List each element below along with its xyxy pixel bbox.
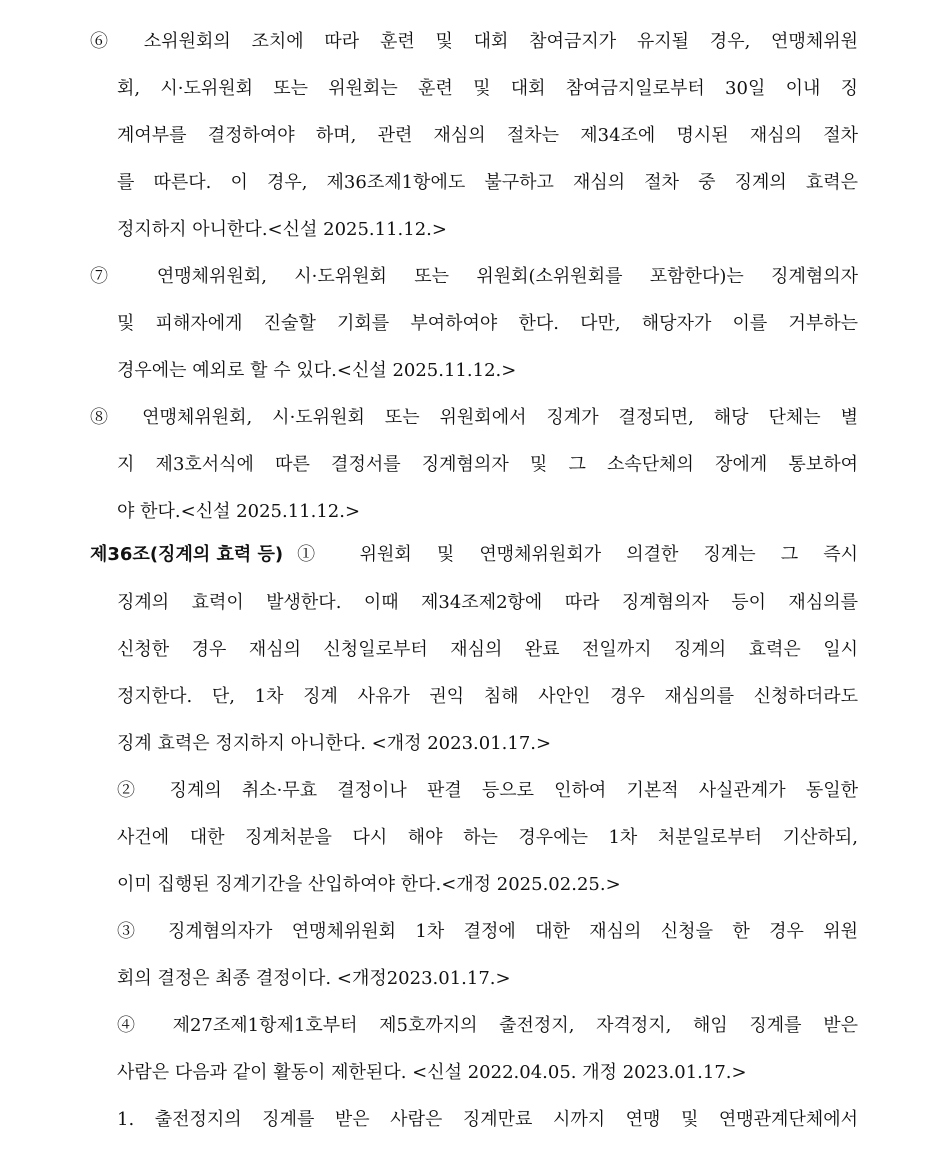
article-36-clause-1-line-3: 신청한 경우 재심의 신청일로부터 재심의 완료 전일까지 징계의 효력은 일시 — [117, 639, 858, 660]
clause-36-2-line-1: ② 징계의 취소·무효 결정이나 판결 등으로 인하여 기본적 사실관계가 동일한 — [117, 780, 858, 801]
clause-7-line-1: ⑦ 연맹체위원회, 시·도위원회 또는 위원회(소위원회를 포함한다)는 징계혐의자 — [90, 266, 858, 287]
clause-8-line-1: ⑧ 연맹체위원회, 시·도위원회 또는 위원회에서 징계가 결정되면, 해당 단체는 별 — [90, 407, 858, 428]
article-36-clause-1-line-4: 정지한다. 단, 1차 징계 사유가 권익 침해 사안인 경우 재심의를 신청하더라도 — [117, 686, 858, 707]
article-36-clause-1-first: ① 위원회 및 연맹체위원회가 의결한 징계는 그 즉시 — [297, 544, 858, 565]
clause-6-line-2: 회, 시·도위원회 또는 위원회는 훈련 및 대회 참여금지일로부터 30일 이내 징 — [117, 78, 858, 99]
item-36-4-1-line-1: 1. 출전정지의 징계를 받은 사람은 징계만료 시까지 연맹 및 연맹관계단체에서 — [117, 1109, 858, 1130]
clause-36-2-line-3: 이미 집행된 징계기간을 산입하여야 한다.<개정 2025.02.25.> — [117, 874, 621, 895]
clause-6-line-1: ⑥ 소위원회의 조치에 따라 훈련 및 대회 참여금지가 유지될 경우, 연맹체위원 — [90, 31, 858, 52]
clause-6-line-4: 를 따른다. 이 경우, 제36조제1항에도 불구하고 재심의 절차 중 징계의 효력은 — [117, 172, 858, 193]
clause-36-4-line-1: ④ 제27조제1항제1호부터 제5호까지의 출전정지, 자격정지, 해임 징계를 받은 — [117, 1015, 858, 1036]
clause-7-line-3: 경우에는 예외로 할 수 있다.<신설 2025.11.12.> — [117, 360, 517, 381]
clause-36-2-line-2: 사건에 대한 징계처분을 다시 해야 하는 경우에는 1차 처분일로부터 기산하되, — [117, 827, 858, 848]
clause-6-line-5: 정지하지 아니한다.<신설 2025.11.12.> — [117, 219, 447, 240]
clause-8-line-2: 지 제3호서식에 따른 결정서를 징계혐의자 및 그 소속단체의 장에게 통보하여 — [117, 454, 858, 475]
clause-7-line-2: 및 피해자에게 진술할 기회를 부여하여야 한다. 다만, 해당자가 이를 거부하는 — [117, 313, 858, 334]
clause-36-4-line-2: 사람은 다음과 같이 활동이 제한된다. <신설 2022.04.05. 개정 2023.01.17.> — [117, 1062, 747, 1083]
clause-36-3-line-2: 회의 결정은 최종 결정이다. <개정2023.01.17.> — [117, 968, 511, 989]
article-36-clause-1-line-2: 징계의 효력이 발생한다. 이때 제34조제2항에 따라 징계혐의자 등이 재심의를 — [117, 592, 858, 613]
article-36-clause-1-line-5: 징계 효력은 정지하지 아니한다. <개정 2023.01.17.> — [117, 733, 552, 754]
clause-8-line-3: 야 한다.<신설 2025.11.12.> — [117, 501, 361, 522]
article-36-line-1 — [90, 530, 858, 580]
clause-6-line-3: 계여부를 결정하여야 하며, 관련 재심의 절차는 제34조에 명시된 재심의 절차 — [117, 125, 858, 146]
clause-36-3-line-1: ③ 징계혐의자가 연맹체위원회 1차 결정에 대한 재심의 신청을 한 경우 위원 — [117, 921, 858, 942]
article-36-title: 제36조(징계의 효력 등) — [90, 544, 284, 565]
